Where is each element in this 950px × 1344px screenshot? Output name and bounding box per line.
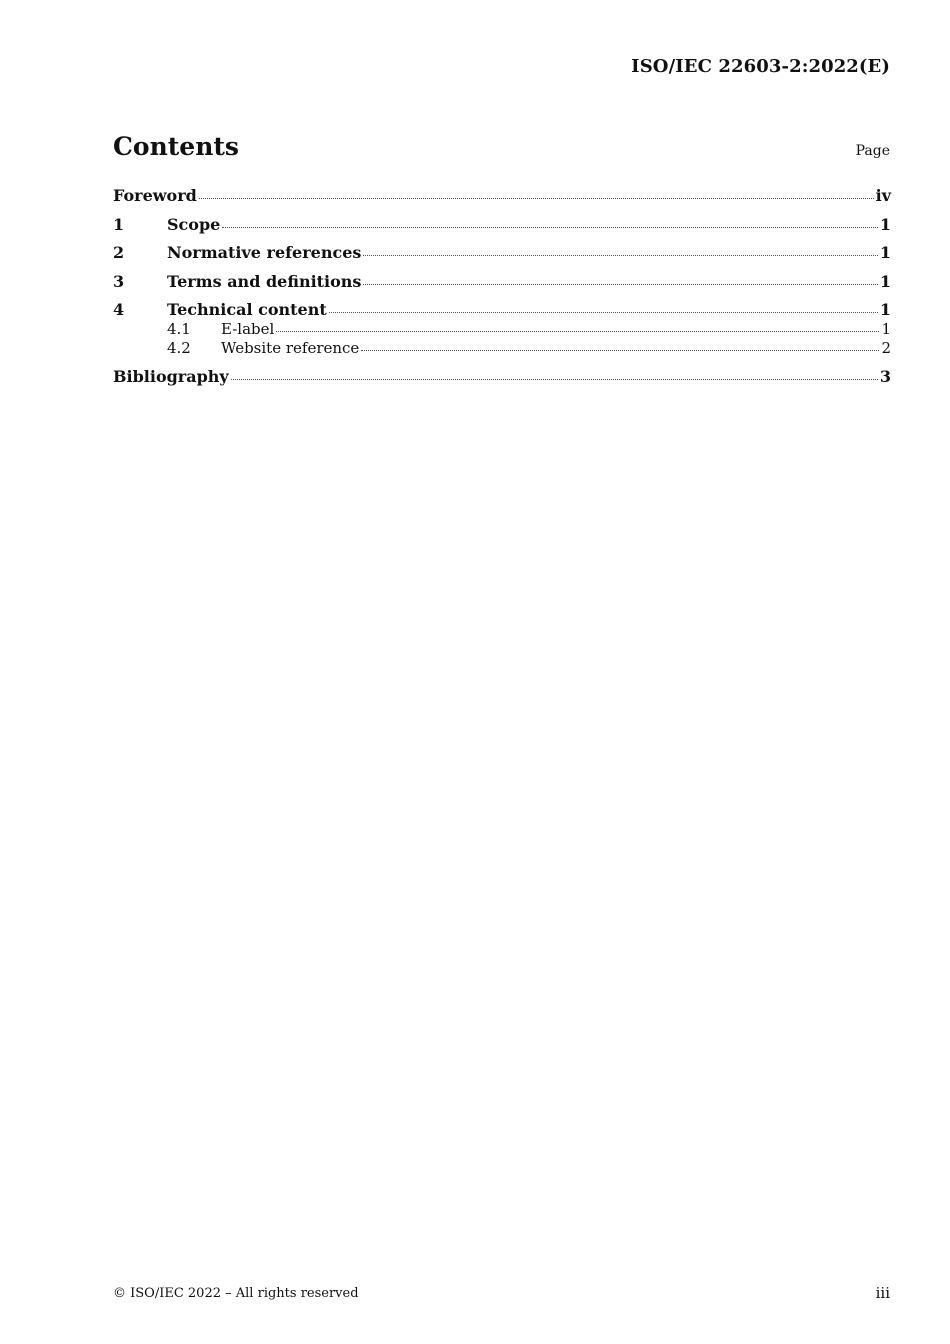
toc-entry-page: iv <box>875 186 891 205</box>
toc-entry-page: 1 <box>881 320 891 338</box>
toc-entry-e-label[interactable] <box>113 320 891 339</box>
toc-entry-page: 1 <box>879 300 891 319</box>
dot-leader <box>231 379 878 380</box>
toc-entry-number: 4.1 <box>167 320 191 338</box>
toc-entry-title: Foreword <box>113 186 197 205</box>
toc-entry-page: 3 <box>879 367 891 386</box>
toc-entry-bibliography[interactable] <box>113 367 891 387</box>
toc-entry-title: Website reference <box>221 339 360 357</box>
toc-entry-terms-and-definitions[interactable] <box>113 272 891 292</box>
toc-entry-page: 1 <box>879 243 891 262</box>
dot-leader <box>363 255 877 256</box>
dot-leader <box>222 227 878 228</box>
toc-entry-foreword[interactable] <box>113 186 891 206</box>
toc-entry-title: E-label <box>221 320 275 338</box>
dot-leader <box>199 198 874 199</box>
dot-leader <box>329 312 878 313</box>
toc-entry-number: 1 <box>113 214 125 234</box>
toc-entry-normative-references[interactable] <box>113 243 891 263</box>
toc-entry-number: 3 <box>113 271 125 291</box>
toc-entry-title: Terms and definitions <box>167 271 362 291</box>
page-column-label: Page <box>855 143 890 159</box>
document-identifier: ISO/IEC 22603-2:2022(E) <box>631 56 890 77</box>
toc-entry-title: Normative references <box>167 243 362 262</box>
toc-entry-number: 2 <box>113 243 125 262</box>
toc-entry-scope[interactable] <box>113 215 891 235</box>
dot-leader <box>276 331 879 332</box>
toc-entry-page: 2 <box>881 339 891 357</box>
dot-leader <box>361 350 879 351</box>
contents-heading: Contents <box>113 132 240 161</box>
toc-entry-title: Scope <box>167 214 221 234</box>
toc-entry-number: 4 <box>113 300 125 319</box>
toc-entry-number: 4.2 <box>167 339 191 357</box>
page-number: iii <box>875 1284 890 1302</box>
toc-entry-technical-content[interactable] <box>113 300 891 320</box>
toc-entry-website-reference[interactable] <box>113 339 891 358</box>
toc-entry-page: 1 <box>879 214 891 234</box>
toc-entry-title: Bibliography <box>113 367 229 386</box>
table-of-contents <box>113 186 891 396</box>
toc-entry-page: 1 <box>879 271 891 291</box>
toc-entry-title: Technical content <box>167 300 327 319</box>
dot-leader <box>363 284 877 285</box>
copyright-notice: © ISO/IEC 2022 – All rights reserved <box>113 1286 359 1301</box>
